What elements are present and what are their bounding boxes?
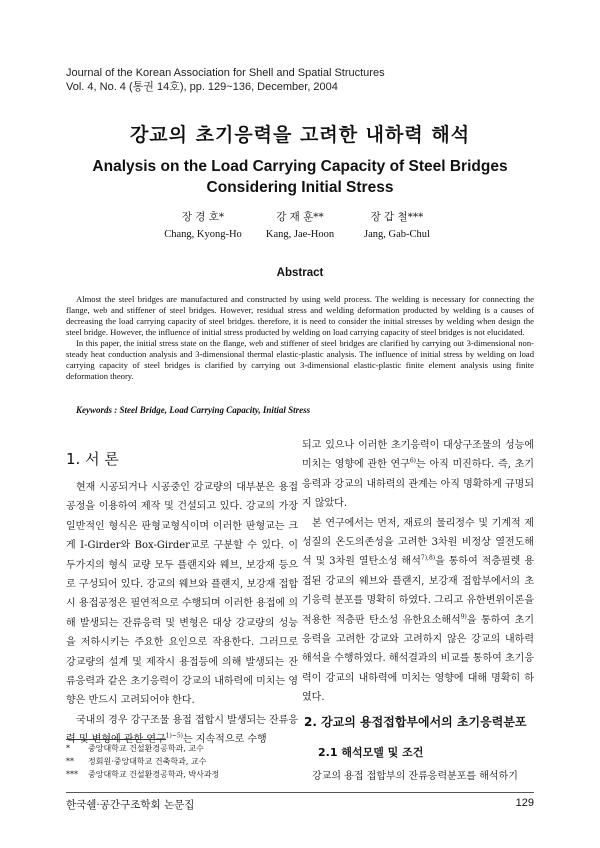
footnote-3	[66, 768, 219, 781]
footnote-text: 중앙대학교 건설환경공학과, 교수	[88, 744, 204, 753]
right-p0a: 되고 있으나 이러한 초기응력이 대상구조물의 성능에 미치는 영향에 관한 연구	[302, 440, 534, 471]
author-3	[327, 209, 467, 243]
title-english-line2: Considering Initial Stress	[206, 179, 394, 196]
title-english	[0, 156, 600, 198]
footnote-text: 중앙대학교 건설환경공학과, 박사과정	[88, 770, 220, 779]
footer-journal: 한국쉘·공간구조학회 논문집	[66, 799, 195, 811]
title-english-line1: Analysis on the Load Carrying Capacity of Steel Bridges	[92, 158, 508, 175]
right-paragraph-1	[302, 514, 534, 708]
left-column	[66, 478, 298, 750]
footnotes	[66, 742, 219, 781]
right-p1c: 을 통하여 초기응력을 고려한 강교와 고려하지 않은 강교의 내하력 해석을 수행하였다. 해석결과의 비교를 통하여 초기응력이 강교의 내하력에 미치는 영향에 대해 명확히 하였다.	[302, 614, 535, 704]
abstract-heading: Abstract	[276, 267, 324, 279]
author-2-ko: 강 재 훈**	[276, 211, 324, 223]
author-1-ko: 장 경 호*	[181, 211, 225, 223]
author-2-en: Kang, Jae-Hoon	[265, 229, 335, 240]
right-p0b: 는 아직 미진하다. 즉, 초기응력과 강교의 내하력의 관계는 아직 명확하게 규명되지 않았다.	[302, 459, 534, 510]
left-paragraph-1: 현재 시공되거나 시공중인 강교량의 대부분은 용접공정을 이용하여 제작 및 건설되고 있다. 강교의 가장 일반적인 형식은 판형교형식이며 이러한 판형교는 크게 I-Girder와 Box-Girder교로 구분할 수 있다. 이 두가지의 형식 교량 모두 플랜지와 웨브, 보강재 등으로 구성되어 있다. 강교의 웨브와 플랜지, 보강재 접합시 용접공정은 필연적으로 수행되며 이러한 용접에 의해 발생되는 잔류응력 및 변형은 대상 강교량의 성능을 저하시키는 주요한 요인으로 작용한다. 그러므로 강교량의 설계 및 제작시 용접등에 의해 발생되는 잔류응력과 같은 초기응력이 강교의 내하력에 미치는 영향은 반드시 고려되어야 한다.	[66, 482, 298, 707]
left-p2-end: 는 지속적으로 수행	[183, 734, 267, 746]
citation: 6)	[409, 458, 417, 466]
abstract-paragraph-1: Almost the steel bridges are manufactured and constructed by using weld process. The welding is necessary for connecting the flange, web and stiffener of steel bridges. However, residual stress and welding deformation producted by welding is a causes of decreasing the load carrying capacity of steel bridges. therefore, it is need to consider the initial stresses by welding when design the steel bridge. However, the influence of initial stress producted by welding on load carrying capacity of steel bridges is not elucidated.	[66, 294, 534, 337]
right-paragraph-2: 강교의 용접 접합부의 잔류응력분포를 해석하기	[312, 771, 518, 782]
keywords: Keywords : Steel Bridge, Load Carrying Capacity, Initial Stress	[76, 405, 311, 415]
abstract-body	[66, 294, 534, 382]
footnote-2	[66, 755, 219, 768]
footnote-1	[66, 742, 219, 755]
citation: 7),8)	[420, 555, 436, 563]
footnote-text: 정회원·중앙대학교 건축학과, 교수	[88, 757, 207, 766]
footer-rule	[66, 792, 534, 793]
footnote-rule	[66, 739, 166, 740]
author-1-en: Chang, Kyong-Ho	[164, 229, 242, 240]
journal-header	[66, 66, 385, 94]
right-p1a: 본 연구에서는 먼저, 재료의 물리정수 및 기계적 제성질의 온도의존성을 고려한 3차원 비정상 열전도해석 및 3차원 열탄소성 해석	[302, 517, 534, 568]
right-column	[302, 436, 534, 708]
footnote-mark: ***	[66, 770, 78, 779]
footnote-mark: **	[66, 757, 74, 766]
right-p1b: 을 통하여 적층필렛 용접된 강교의 웨브와 플랜지, 보강재 접합부에서의 초기응력 분포를 명확히 하였다. 그리고 유한변위이론을 적용한 적층판 탄소성 유한요소해석	[302, 556, 534, 626]
section-2-title: 2. 강교의 용접접합부에서의 초기응력분포	[304, 715, 527, 729]
citation: 9)	[460, 613, 467, 621]
author-3-ko: 장 갑 철***	[370, 211, 424, 223]
journal-volume: Vol. 4, No. 4 (통권 14호), pp. 129~136, December, 2004	[66, 81, 338, 93]
title-korean: 강교의 초기응력을 고려한 내하력 해석	[129, 124, 471, 146]
section-2-1-title: 2.1 해석모델 및 조건	[318, 746, 424, 759]
footnote-mark: *	[66, 744, 70, 753]
page-number: 129	[515, 797, 534, 809]
journal-name: Journal of the Korean Association for Shell and Spatial Structures	[66, 67, 385, 79]
citation: 1)~5)	[165, 732, 183, 740]
section-1-title: 1. 서 론	[66, 450, 119, 468]
author-3-en: Jang, Gab-Chul	[364, 229, 430, 240]
left-p2-text: 국내의 경우 강구조물 용접 접합시 발생되는 잔류응력 및 변형에 관한 연구	[66, 714, 298, 746]
right-paragraph-0	[302, 436, 534, 514]
abstract-paragraph-2: In this paper, the initial stress state on the flange, web and stiffener of steel bridges are clarified by carrying out 3-dimensional non-steady heat conduction analysis and 3-dimensional thermal elastic-plastic analysis. The influence of initial stress by welding on load carrying capacity of steel bridges is clarified by carrying out 3-dimensional elastic-plastic finite element analysis using finite deformation theory.	[66, 338, 534, 381]
